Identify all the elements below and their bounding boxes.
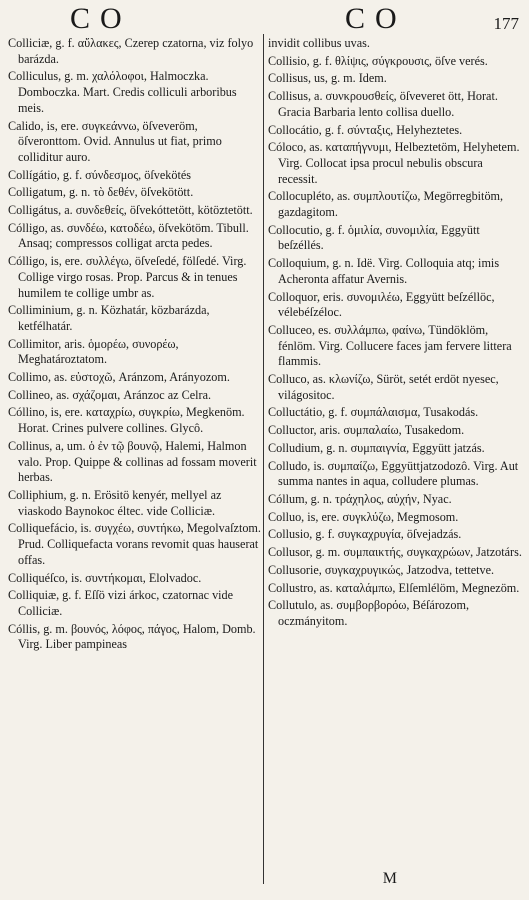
dictionary-entry: Cóllum, g. n. τράχηλος, αὐχήν, Nyac. (268, 491, 452, 506)
dictionary-entry: Collocutio, g. f. ὁμιλία, συνομιλία, Eggyütt beſzéllés. (268, 222, 480, 253)
dictionary-entry: Colluctátio, g. f. συμπάλαισμα, Tusakodás. (268, 405, 479, 420)
dictionary-entry: Cóllino, is, ere. καταχρίω, συγκρίω, Megkenöm. Horat. Crines pulvere collines. Glycô. (8, 405, 245, 436)
dictionary-entry: Collisus, us, g. m. Idem. (268, 71, 387, 86)
right-column (268, 36, 523, 632)
dictionary-entry: Colliquiæ, g. f. Eſſö vizi árkoc, czatornac vide Colliciæ. (8, 588, 234, 618)
dictionary-entry: Collusio, g. f. συγκαχρυγία, öſvejadzás. (268, 527, 462, 542)
dictionary-entry: Collisio, g. f. θλίψις, σύγκρουσις, öſve verés. (268, 53, 488, 68)
dictionary-entry: Colluceo, es. συλλάμπω, φαίνω, Tündöklöm, fénlöm. Virg. Collucere faces jam fervere littera flammis. (268, 322, 512, 369)
dictionary-entry: Colligátus, a. συνδεθείς, öſvekóttetött, kötöztetött. (8, 203, 253, 218)
dictionary-entry: invidit collibus uvas. (268, 36, 370, 50)
dictionary-entry: Colliquefácio, is. συγχέω, συντήκω, Megolvaſztom. Prud. Colliquefacta vorans revomit quas hauserat offas. (8, 521, 261, 567)
dictionary-entry: Colloquor, eris. συνομιλέω, Eggyütt beſzéllöc, vélebéſzéloc. (268, 289, 495, 320)
dictionary-entry: Collusorie, συγκαχρυγικώς, Jatzodva, tettetve. (268, 562, 495, 577)
dictionary-entry: Collustro, as. καταλάμπω, Elſemlélöm, Megnezöm. (268, 580, 520, 595)
dictionary-entry: Colloquium, g. n. Idë. Virg. Colloquia atq; imis Acheronta affatur Avernis. (268, 256, 500, 286)
dictionary-entry: Collineo, as. σχάζομαι, Aránzoc az Celra. (8, 387, 212, 402)
catchword: M (382, 870, 397, 887)
dictionary-entry: Colludium, g. n. συμπαιγνία, Eggyütt jatzás. (268, 440, 485, 455)
column-divider (263, 34, 264, 884)
dictionary-entry: Colluctor, aris. συμπαλαίω, Tusakedom. (268, 423, 465, 438)
dictionary-entry: Collusor, g. m. συμπαικτής, συγκαχρώων, Jatzotárs. (268, 545, 522, 560)
dictionary-entry: Colliphium, g. n. Erösitö kenyér, mellyel az viaskodo Baynokoc éltec. vide Colliciæ. (8, 487, 222, 518)
dictionary-entry: Colluco, as. κλωνίζω, Süröt, setét erdöt nyesec, világositoc. (268, 372, 499, 402)
dictionary-entry: Calido, is, ere. συγκεάννω, öſveveröm, öſveronttom. Ovid. Annulus ut fiat, primo colliditur auro. (8, 118, 222, 164)
dictionary-entry: Collimitor, aris. ὁμορέω, συνορέω, Meghatároztatom. (8, 336, 179, 367)
page-number: 177 (493, 14, 519, 33)
header-left-letters: CO (70, 2, 132, 35)
dictionary-entry: Colluo, is, ere. συγκλύζω, Megmosom. (268, 509, 459, 524)
dictionary-entry: Colligatum, g. n. τὸ δεθέν, öſvekötött. (8, 185, 194, 200)
dictionary-entry: Colliquéſco, is. συντήκομαι, Elolvadoc. (8, 570, 202, 585)
dictionary-entry: Cólligo, as. συνδέω, κατοδέω, öſvekötöm. Tibull. Ansaq; compressos colligat arcta pedes. (8, 220, 249, 251)
left-column (8, 36, 262, 655)
dictionary-entry: Cólligo, is, ere. συλλέγω, öſveſedé, fölſedé. Virg. Collige virgo rosas. Prop. Parcus & in tenues humilem te collige umbr as. (8, 254, 247, 300)
dictionary-entry: Collisus, a. συνκρουσθείς, öſveveret ött, Horat. Gracia Barbaria lento collisa duello. (268, 89, 498, 119)
dictionary-entry: Colliciæ, g. f. αὔλακες, Czerep czatorna, viz folyo barázda. (8, 36, 254, 66)
dictionary-entry: Colliculus, g. m. χαλόλοφοι, Halmoczka. Domboczka. Mart. Credis colliculi arboribus meis. (8, 69, 237, 115)
dictionary-entry: Collígátio, g. f. σύνδεσμος, öſvekötés (8, 167, 191, 182)
dictionary-entry: Colliminium, g. n. Közhatár, közbarázda, ketfélhatár. (8, 303, 210, 333)
page-header (0, 2, 529, 36)
header-right-letters: CO (345, 2, 407, 35)
dictionary-entry: Colludo, is. συμπαίζω, Eggyüttjatzodozô. Virg. Aut summa nantes in aqua, colludere plumas. (268, 458, 519, 489)
dictionary-entry: Collinus, a, um. ὁ ἐν τῷ βουνῷ, Halemi, Halmon valo. Prop. Quippe & collinas ad fossam moverit herbas. (8, 438, 257, 485)
dictionary-entry: Collocátio, g. f. σύνταξις, Helyheztetes. (268, 122, 463, 137)
dictionary-entry: Collocupléto, as. συμπλουτίζω, Megörregbitöm, gazdagitom. (268, 189, 504, 220)
dictionary-entry: Cóloco, as. καταπήγνυμι, Helbeztetöm, Helyhetem. Virg. Collocat ipsa procul nebulis obscura recessit. (268, 140, 520, 186)
dictionary-entry: Collimo, as. εὐστοχῶ, Aránzom, Arányozom. (8, 370, 230, 385)
dictionary-entry: Collutulo, as. συμβορβορόω, Béſározom, oczmányitom. (268, 598, 470, 628)
dictionary-entry: Cóllis, g. m. βουνός, λόφος, πάγος, Halom, Domb. Virg. Liber pampineas (8, 621, 256, 652)
